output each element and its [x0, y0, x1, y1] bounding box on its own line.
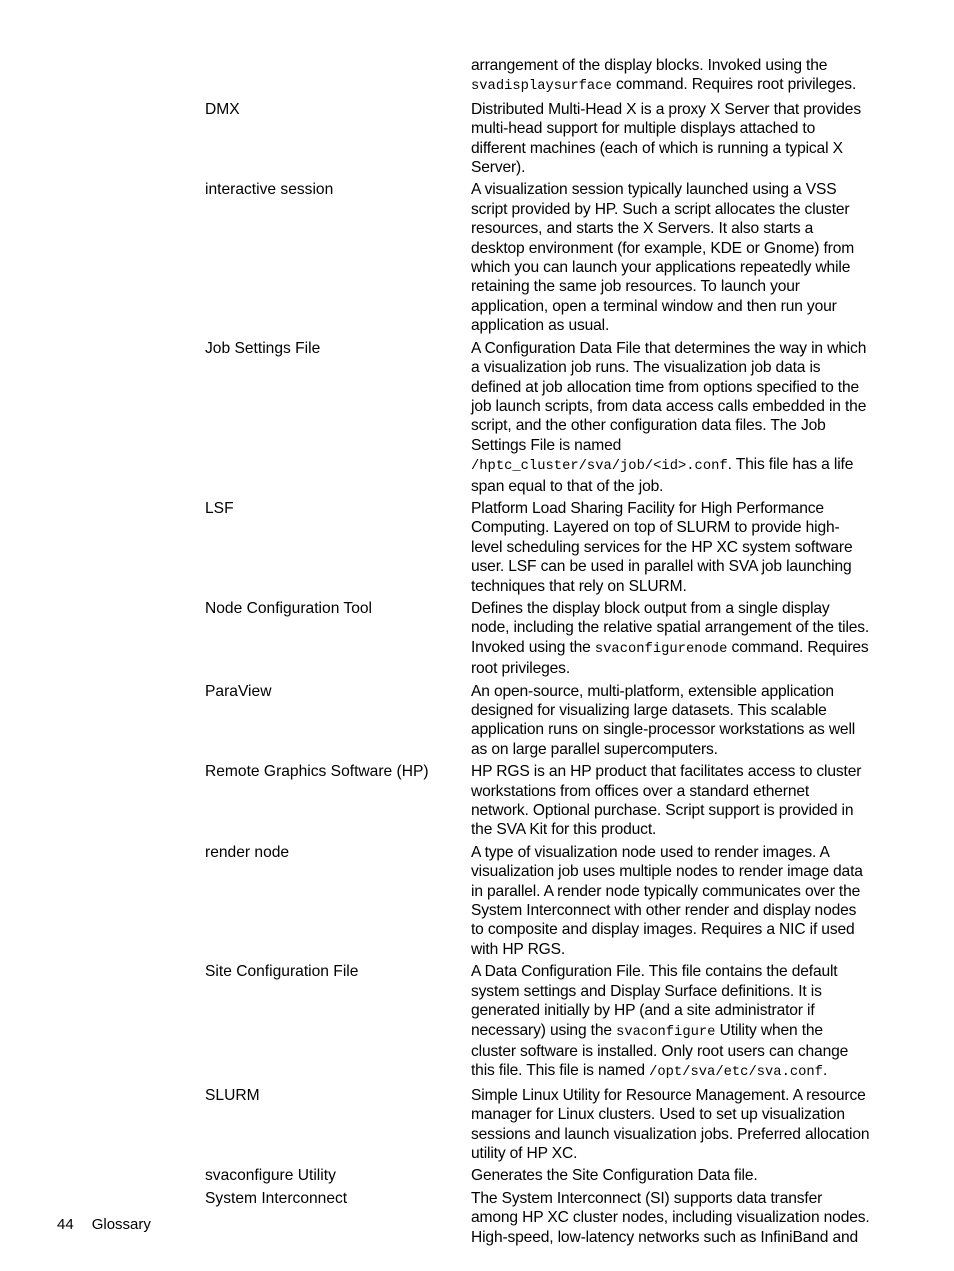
- glossary-entry: [205, 843, 870, 959]
- glossary-entry: [205, 180, 870, 335]
- definition-text: A visualization session typically launched using a VSS script provided by HP. Such a script allocates the cluster resources, and starts the X Servers. It also starts a desktop environment (for example, KDE or Gnome) from which you can launch your applications repeatedly while retaining the same job resources. To launch your application, open a terminal window and then run your application as usual.: [471, 181, 855, 335]
- glossary-entry: [205, 962, 870, 1082]
- command-name: svadisplaysurface: [471, 79, 612, 95]
- glossary-entry: [205, 762, 870, 840]
- definition-text: Generates the Site Configuration Data file.: [471, 1167, 758, 1185]
- file-path: /opt/sva/etc/sva.conf: [649, 1065, 823, 1081]
- glossary-term: svaconfigure Utility: [205, 1167, 336, 1185]
- definition-text: Utility when the cluster software is installed. Only root users can change this file. This file is named: [471, 1021, 849, 1080]
- glossary-definition: [471, 180, 870, 335]
- glossary-entry: [205, 1166, 870, 1185]
- glossary-entry: [205, 56, 870, 97]
- definition-text: The System Interconnect (SI) supports data transfer among HP XC cluster nodes, including visualization nodes. High-speed, low-latency networks such as InfiniBand and: [471, 1189, 870, 1246]
- glossary-entry: [205, 1189, 870, 1247]
- file-path: /hptc_cluster/sva/job/<id>.conf: [471, 459, 728, 475]
- definition-text: command. Requires root privileges.: [471, 638, 869, 678]
- glossary-definition: [471, 682, 870, 760]
- definition-text: Distributed Multi-Head X is a proxy X Server that provides multi-head support for multiple displays attached to different machines (each of which is running a typical X Server).: [471, 100, 861, 177]
- glossary-term: Job Settings File: [205, 339, 321, 357]
- definition-text: arrangement of the display blocks. Invoked using the: [471, 57, 828, 74]
- glossary-definition: [471, 56, 870, 97]
- definition-text: . This file has a life span equal to that of the job.: [471, 456, 854, 495]
- glossary-term: Remote Graphics Software (HP): [205, 763, 429, 781]
- definition-text: .: [822, 1062, 828, 1080]
- glossary-term: SLURM: [205, 1086, 260, 1104]
- glossary-entry: [205, 1086, 870, 1164]
- glossary-entry: [205, 100, 870, 178]
- glossary-definition: [471, 599, 870, 679]
- glossary-term: LSF: [205, 499, 234, 517]
- definition-text: Defines the display block output from a single display node, including the relative spatial arrangement of the tiles. Invoked using the: [471, 599, 870, 656]
- section-title: Glossary: [91, 1216, 151, 1233]
- glossary-definition: [471, 1166, 870, 1185]
- definition-text: A Data Configuration File. This file contains the default system settings and Display Surface definitions. It is generated initially by HP (and a site administrator if necessary) using the: [471, 963, 838, 1039]
- definition-text: command. Requires root privileges.: [611, 76, 857, 94]
- glossary-entry: [205, 682, 870, 760]
- glossary-term: ParaView: [205, 682, 272, 700]
- glossary-definition: [471, 762, 870, 840]
- glossary-definition: [471, 1189, 870, 1247]
- glossary-definition: [471, 962, 870, 1082]
- definition-text: A Configuration Data File that determines the way in which a visualization job runs. The visualization job data is defined at job allocation time from options specified to the job launch scripts, from data access calls embedded in the script, and the other configuration data files. The Job Settings File is named: [471, 339, 867, 454]
- page-footer: [57, 1215, 151, 1235]
- glossary-definition: [471, 843, 870, 959]
- glossary-entry: [205, 499, 870, 596]
- glossary-term: Node Configuration Tool: [205, 599, 373, 617]
- definition-text: HP RGS is an HP product that facilitates access to cluster workstations from offices over a standard ethernet network. Optional purchase. Script support is provided in the SVA Kit for this product.: [471, 763, 862, 839]
- definition-text: A type of visualization node used to render images. A visualization job uses multiple nodes to render image data in parallel. A render node typically communicates over the System Interconnect with other render and display nodes to composite and display images. Requires a NIC if used with HP RGS.: [471, 843, 863, 958]
- glossary-definition: [471, 499, 870, 596]
- glossary-definition: [471, 100, 870, 178]
- page-number: 44: [57, 1216, 74, 1233]
- definition-text: An open-source, multi-platform, extensible application designed for visualizing large datasets. This scalable application runs on single-processor workstations as well as on large parallel supercomputers.: [471, 682, 856, 758]
- command-name: svaconfigure: [616, 1024, 716, 1040]
- glossary-entry: [205, 599, 870, 679]
- glossary-term: interactive session: [205, 181, 334, 199]
- glossary-entry: [205, 339, 870, 496]
- definition-text: Simple Linux Utility for Resource Management. A resource manager for Linux clusters. Used to set up visualization sessions and launch visualization jobs. Preferred allocation utility of HP XC.: [471, 1086, 870, 1162]
- glossary-term: Site Configuration File: [205, 963, 359, 981]
- command-name: svaconfigurenode: [594, 641, 728, 657]
- definition-text: Platform Load Sharing Facility for High Performance Computing. Layered on top of SLURM to provide high-level scheduling services for the HP XC system software user. LSF can be used in parallel with SVA job launching techniques that rely on SLURM.: [471, 499, 853, 595]
- glossary-term: System Interconnect: [205, 1189, 348, 1207]
- glossary-list: [205, 56, 870, 1250]
- glossary-definition: [471, 1086, 870, 1164]
- glossary-term: DMX: [205, 100, 240, 118]
- glossary-definition: [471, 339, 870, 496]
- glossary-term: render node: [205, 843, 290, 861]
